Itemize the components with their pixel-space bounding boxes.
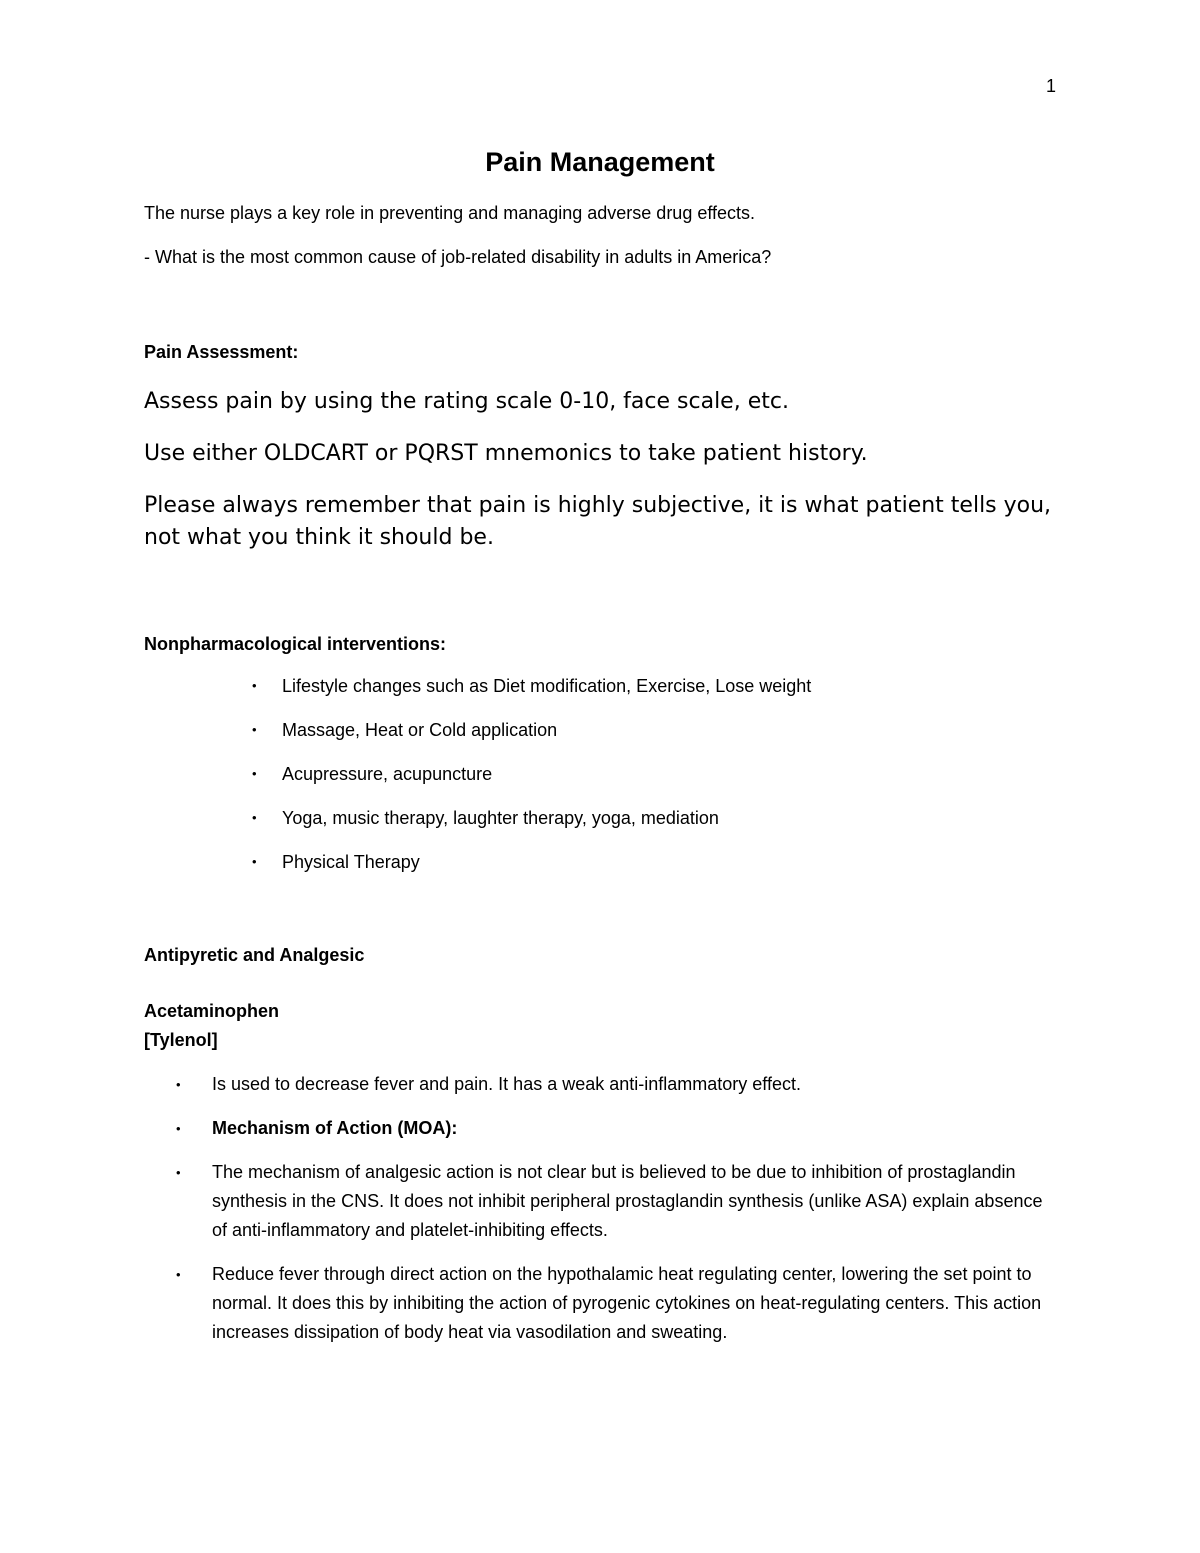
drug-brand-name: [Tylenol]: [144, 1030, 218, 1050]
bullet-icon: •: [252, 766, 257, 781]
list-item: [176, 1260, 1056, 1347]
page-number: 1: [1045, 76, 1056, 96]
list-item-text: The mechanism of analgesic action is not clear but is believed to be due to inhibition of prostaglandin synthesis in the CNS. It does not inhibit peripheral prostaglandin synthesis (unlike ASA) explain absence of anti-inflammatory and platelet-inhibiting effects.: [212, 1162, 1043, 1240]
list-item-text: Physical Therapy: [282, 852, 420, 872]
assessment-line-1: Assess pain by using the rating scale 0-10, face scale, etc.: [144, 389, 789, 414]
bullet-icon: •: [176, 1077, 181, 1092]
bullet-icon: •: [252, 678, 257, 693]
bullet-icon: •: [252, 810, 257, 825]
document-title: Pain Management: [485, 147, 715, 177]
bullet-icon: •: [176, 1165, 181, 1180]
bullet-icon: •: [176, 1121, 181, 1136]
acetaminophen-list: [176, 1070, 1056, 1362]
drug-name: Acetaminophen: [144, 1001, 280, 1021]
pain-assessment-heading: Pain Assessment:: [144, 342, 299, 362]
list-item-text: Massage, Heat or Cold application: [282, 720, 558, 740]
intro-question: - What is the most common cause of job-related disability in adults in America?: [144, 247, 772, 267]
bullet-icon: •: [252, 854, 257, 869]
list-item-text: Yoga, music therapy, laughter therapy, yoga, mediation: [282, 808, 719, 828]
nonpharm-heading: Nonpharmacological interventions:: [144, 634, 447, 654]
list-item: [176, 1158, 1056, 1245]
antipyretic-heading: Antipyretic and Analgesic: [144, 945, 365, 965]
assessment-line-2: Use either OLDCART or PQRST mnemonics to take patient history.: [144, 441, 868, 466]
bullet-icon: •: [252, 722, 257, 737]
list-item: [176, 1114, 1056, 1143]
list-item-text: Is used to decrease fever and pain. It has a weak anti-inflammatory effect.: [212, 1074, 801, 1094]
assessment-line-3: Please always remember that pain is highly subjective, it is what patient tells you, not what you think it should be.: [144, 493, 1052, 550]
list-item: [176, 1070, 1056, 1099]
intro-line-1: The nurse plays a key role in preventing and managing adverse drug effects.: [144, 203, 756, 223]
list-item-text: Acupressure, acupuncture: [282, 764, 493, 784]
moa-heading: Mechanism of Action (MOA):: [212, 1118, 458, 1138]
bullet-icon: •: [176, 1267, 181, 1282]
list-item-text: Reduce fever through direct action on the hypothalamic heat regulating center, lowering the set point to normal. It does this by inhibiting the action of pyrogenic cytokines on heat-regulating centers. This action increases dissipation of body heat via vasodilation and sweating.: [212, 1264, 1042, 1342]
list-item-text: Lifestyle changes such as Diet modification, Exercise, Lose weight: [282, 676, 812, 696]
